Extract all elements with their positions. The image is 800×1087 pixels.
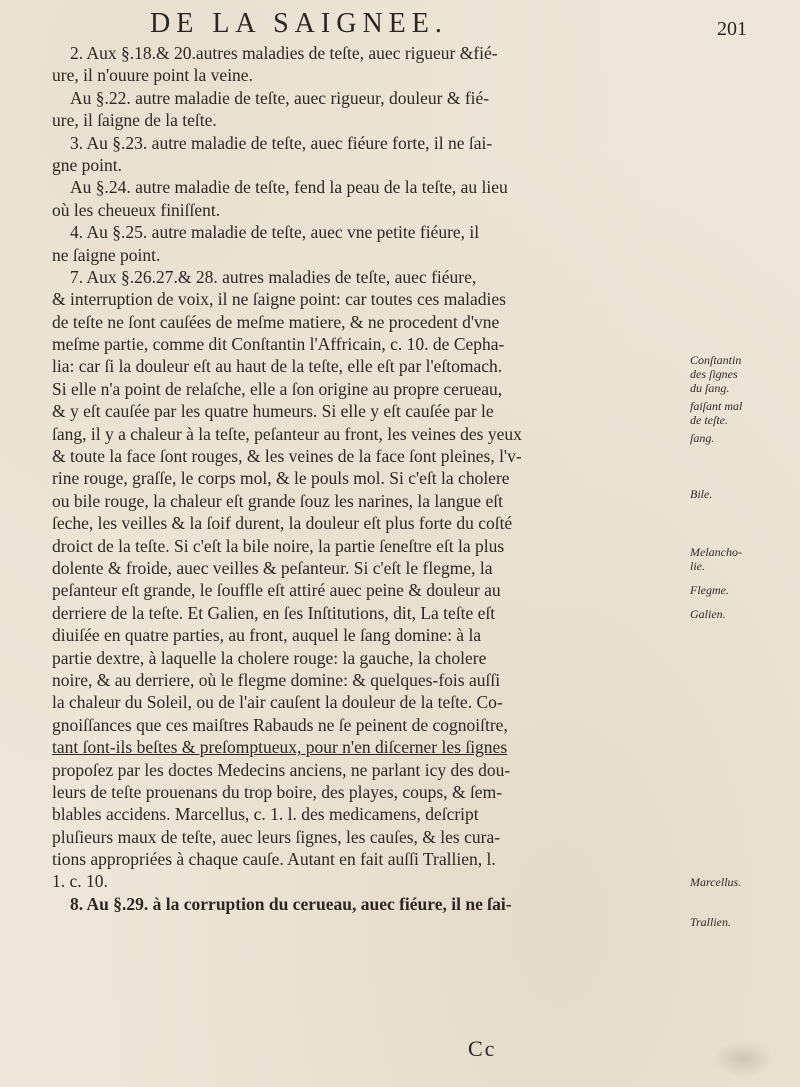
text-line: rine rouge, graſſe, le corps mol, & le pouls mol. Si c'eſt la cholere: [52, 468, 510, 489]
marginal-notes: [690, 0, 800, 1087]
marginal-note: Conſtantin: [690, 353, 742, 367]
text-line: Au §.22. autre maladie de teſte, auec rigueur, douleur & fié-: [70, 87, 490, 108]
text-line: gne point.: [52, 154, 122, 175]
page-number: 201: [717, 18, 747, 40]
body-text: [52, 42, 688, 915]
text-line: ure, il n'ouure point la veine.: [52, 65, 253, 86]
text-line: leurs de teſte prouenans du trop boire, des playes, coups, & ſem-: [52, 781, 503, 802]
text-line: & toute la face ſont rouges, & les veines de la face ſont pleines, l'v-: [52, 446, 522, 467]
text-line: partie dextre, à laquelle la cholere rouge: la gauche, la cholere: [52, 647, 487, 668]
text-line: lia: car ſi la douleur eſt au haut de la teſte, elle eſt par l'eſtomach.: [52, 356, 503, 377]
text-line: ou bile rouge, la chaleur eſt grande ſouz les narines, la langue eſt: [52, 490, 503, 511]
text-line: ure, il ſaigne de la teſte.: [52, 110, 217, 131]
text-line: & interruption de voix, il ne ſaigne point: car toutes ces maladies: [52, 289, 506, 310]
text-line: Si elle n'a point de relaſche, elle a ſon origine au propre cerueau,: [52, 378, 503, 399]
text-line: diuiſée en quatre parties, au front, auquel le ſang domine: à la: [52, 625, 482, 646]
marginal-note: Melancho-: [690, 545, 742, 559]
text-line: 4. Au §.25. autre maladie de teſte, auec vne petite fiéure, il: [70, 222, 480, 243]
marginal-note: Galien.: [690, 607, 726, 621]
text-line: 2. Aux §.18.& 20.autres maladies de teſte, auec rigueur &fié-: [70, 43, 498, 63]
running-head: DE LA SAIGNEE.: [150, 8, 448, 39]
page-header: [0, 4, 800, 44]
text-line: derriere de la teſte. Et Galien, en ſes Inſtitutions, dit, La teſte eſt: [52, 602, 496, 623]
marginal-note: faiſant mal: [690, 399, 743, 413]
text-line: 8. Au §.29. à la corruption du cerueau, auec fiéure, il ne ſai-: [70, 893, 512, 914]
marginal-note: Flegme.: [690, 583, 729, 597]
text-line: ſang, il y a chaleur à la teſte, peſanteur au front, les veines des yeux: [52, 423, 522, 444]
marginal-note: Bile.: [690, 487, 713, 501]
text-line: gnoiſſances que ces maiſtres Rabauds ne ſe peinent de cognoiſtre,: [52, 714, 508, 735]
text-line: & y eſt cauſée par les quatre humeurs. Si elle y eſt cauſée par le: [52, 401, 494, 422]
text-line: 3. Au §.23. autre maladie de teſte, auec fiéure forte, il ne ſai-: [70, 132, 493, 153]
marginal-note: ſang.: [690, 431, 715, 445]
signature-mark: Cc: [468, 1036, 497, 1061]
marginal-note: du ſang.: [690, 381, 730, 395]
text-line: tions appropriées à chaque cauſe. Autant en fait auſſi Trallien, l.: [52, 849, 496, 870]
text-line: où les cheueux finiſſent.: [52, 199, 221, 220]
text-line: noire, & au derriere, où le flegme domine: & quelques-fois auſſi: [52, 669, 501, 690]
text-line: peſanteur eſt grande, le ſouffle eſt attiré auec peine & douleur au: [52, 580, 501, 601]
text-line: ſeche, les veilles & la ſoif durent, la douleur eſt plus forte du coſté: [52, 513, 513, 534]
text-line: blables accidens. Marcellus, c. 1. l. des medicamens, deſcript: [52, 804, 479, 825]
marginal-note: Marcellus.: [690, 875, 742, 889]
text-line: 7. Aux §.26.27.& 28. autres maladies de teſte, auec fiéure,: [70, 266, 477, 287]
marginal-note: Trallien.: [690, 915, 732, 929]
text-line: propoſez par les doctes Medecins anciens, ne parlant icy des dou-: [52, 759, 511, 780]
text-line: Au §.24. autre maladie de teſte, fend la peau de la teſte, au lieu: [70, 177, 508, 198]
paper-stain: [712, 1040, 774, 1078]
text-line: tant ſont-ils beſtes & preſomptueux, pour n'en diſcerner les ſignes: [52, 737, 508, 758]
text-line: de teſte ne ſont cauſées de meſme matiere, & ne procedent d'vne: [52, 311, 500, 332]
text-line: 1. c. 10.: [52, 871, 108, 892]
text-line: meſme partie, comme dit Conſtantin l'Affricain, c. 10. de Cepha-: [52, 334, 505, 355]
text-line: dolente & froide, auec veilles & peſanteur. Si c'eſt le flegme, la: [52, 557, 493, 578]
text-line: pluſieurs maux de teſte, auec leurs ſignes, les cauſes, & les cura-: [52, 826, 501, 847]
text-line: la chaleur du Soleil, ou de l'air cauſent la douleur de la teſte. Co-: [52, 692, 503, 713]
text-line: droict de la teſte. Si c'eſt la bile noire, la partie ſeneſtre eſt la plus: [52, 535, 505, 556]
marginal-note: des ſignes: [690, 367, 738, 381]
text-line: ne ſaigne point.: [52, 244, 161, 265]
marginal-note: de teſte.: [690, 413, 728, 427]
marginal-note: lie.: [690, 559, 705, 573]
